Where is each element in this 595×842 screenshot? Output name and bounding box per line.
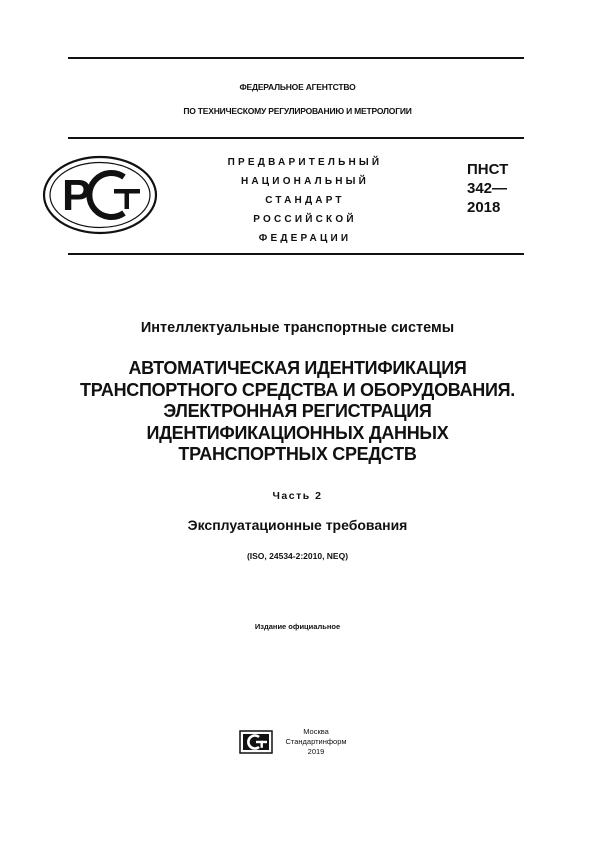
title-line: ТРАНСПОРТНЫХ СРЕДСТВ <box>178 444 417 464</box>
title-line: ЭЛЕКТРОННАЯ РЕГИСТРАЦИЯ <box>163 401 432 421</box>
standard-rule <box>68 253 524 255</box>
agency-line-1: ФЕДЕРАЛЬНОЕ АГЕНТСТВО <box>239 82 356 92</box>
document-title <box>0 358 595 466</box>
standard-type <box>205 153 405 248</box>
publisher-info <box>280 727 352 757</box>
standard-type-line: ПРЕДВАРИТЕЛЬНЫЙ <box>227 157 383 168</box>
official-edition: Издание официальное <box>254 622 341 631</box>
title-line: ИДЕНТИФИКАЦИОННЫХ ДАННЫХ <box>146 422 449 443</box>
standard-type-line: СТАНДАРТ <box>265 195 345 206</box>
document-series: Интеллектуальные транспортные системы <box>140 320 455 336</box>
publisher-year: 2019 <box>307 747 325 756</box>
title-line: АВТОМАТИЧЕСКАЯ ИДЕНТИФИКАЦИЯ <box>128 358 467 378</box>
document-subtitle: Эксплуатационные требования <box>187 517 408 533</box>
standard-type-line: РОССИЙСКОЙ <box>253 214 357 225</box>
gost-r-emblem-icon <box>40 150 160 240</box>
title-line: ТРАНСПОРТНОГО СРЕДСТВА И ОБОРУДОВАНИЯ. <box>80 379 515 400</box>
standard-number-line: 2018 <box>467 199 501 216</box>
agency-line-2: ПО ТЕХНИЧЕСКОМУ РЕГУЛИРОВАНИЮ И МЕТРОЛОГИИ <box>183 106 412 116</box>
standard-type-line: ФЕДЕРАЦИИ <box>258 233 352 244</box>
iso-reference: (ISO, 24534-2:2010, NEQ) <box>246 551 349 561</box>
standard-number-line: ПНСТ <box>467 161 509 178</box>
standartinform-logo-icon <box>239 730 273 754</box>
standard-type-line: НАЦИОНАЛЬНЫЙ <box>240 176 370 187</box>
document-part: Часть 2 <box>272 490 323 502</box>
header-rule <box>68 137 524 139</box>
svg-text:Р: Р <box>62 171 92 220</box>
publisher-name: Стандартинформ <box>285 737 347 746</box>
top-rule <box>68 57 524 59</box>
publisher-city: Москва <box>303 727 329 736</box>
standard-number-line: 342— <box>467 180 508 197</box>
standard-number <box>467 160 527 217</box>
